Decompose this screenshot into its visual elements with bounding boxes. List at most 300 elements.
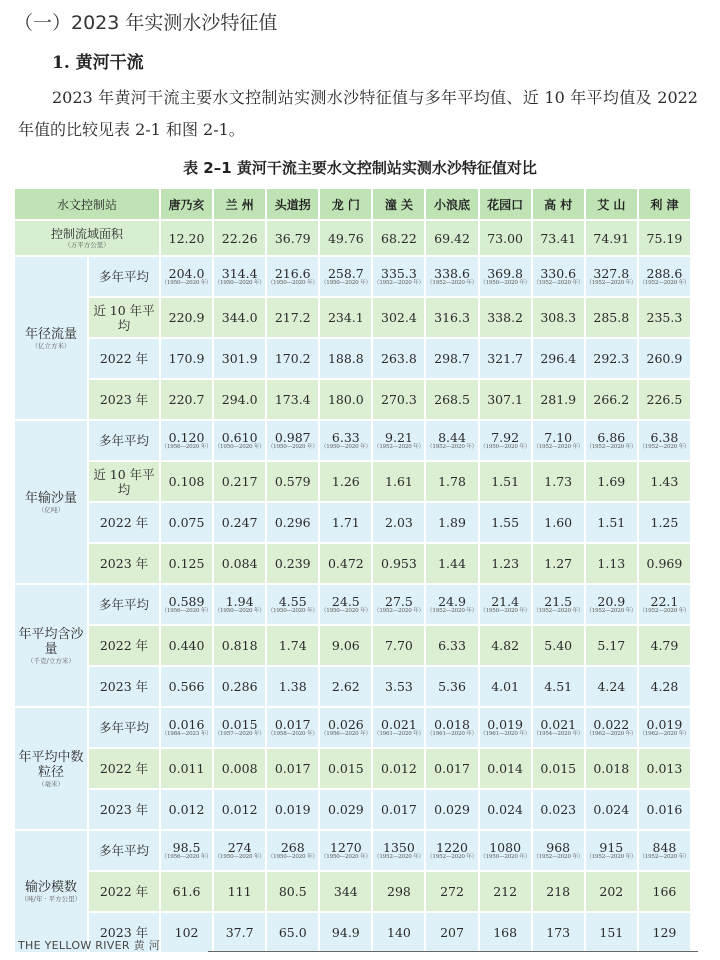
footer-text: THE YELLOW RIVER 黄 河 <box>18 939 161 952</box>
cell-value: 0.017 <box>274 716 311 732</box>
cell-range: （1950—2020 年） <box>480 279 531 286</box>
table-cell <box>426 462 477 501</box>
cell-value: 129 <box>652 925 677 940</box>
area-value: 68.22 <box>373 221 424 255</box>
cell-range: （1950—2020 年） <box>267 279 318 286</box>
cell-value: 1.73 <box>544 474 573 489</box>
table-cell <box>161 749 212 788</box>
cell-value: 151 <box>599 925 624 940</box>
table-cell <box>320 421 371 460</box>
table-cell <box>586 298 637 337</box>
table-caption: 表 2–1 黄河干流主要水文控制站实测水沙特征值对比 <box>183 159 537 177</box>
cell-value: 1.89 <box>438 515 466 530</box>
cell-value: 268.5 <box>434 392 470 407</box>
table-cell <box>320 913 371 952</box>
cell-range: （1952—2020 年） <box>427 607 478 614</box>
cell-value: 0.022 <box>593 716 630 732</box>
cell-value: 0.610 <box>221 429 258 445</box>
cell-value: 0.247 <box>221 515 258 530</box>
table-cell <box>639 421 690 460</box>
table-cell <box>533 872 584 911</box>
area-label-text: 控制流域面积 <box>51 226 124 241</box>
table-cell <box>426 872 477 911</box>
cell-range: （1952—2020 年） <box>586 443 637 450</box>
cell-value: 263.8 <box>381 351 417 366</box>
table-row <box>15 503 690 542</box>
table-cell <box>426 421 477 460</box>
table-cell <box>373 462 424 501</box>
table-cell <box>586 544 637 583</box>
table-cell <box>373 421 424 460</box>
table-row <box>15 667 690 706</box>
cell-value: 220.7 <box>168 392 205 407</box>
table-cell <box>267 339 318 378</box>
cell-value: 0.026 <box>327 716 364 732</box>
row-label: 2022 年 <box>89 872 159 911</box>
table-cell <box>320 462 371 501</box>
table-cell <box>480 585 531 624</box>
table-cell <box>426 790 477 829</box>
cell-value: 294.0 <box>221 392 258 407</box>
cell-value: 1.51 <box>491 474 520 489</box>
table-cell <box>214 585 265 624</box>
table-cell <box>161 298 212 337</box>
group-label-text: 年输沙量 <box>24 490 77 506</box>
cell-value: 5.17 <box>597 638 626 653</box>
table-cell <box>533 380 584 419</box>
cell-range: （1950—2020 年） <box>214 853 265 860</box>
cell-value: 207 <box>440 925 464 940</box>
cell-value: 173 <box>546 925 571 940</box>
group-unit: （亿吨） <box>38 505 64 514</box>
cell-range: （1952—2020 年） <box>586 279 637 286</box>
header-station: 艾 山 <box>586 189 637 219</box>
table-row <box>15 462 690 501</box>
cell-value: 170.2 <box>274 351 311 366</box>
table-cell <box>373 708 424 747</box>
cell-value: 0.987 <box>274 429 311 445</box>
cell-value: 0.016 <box>168 716 205 732</box>
cell-value: 0.472 <box>327 556 364 571</box>
area-value: 22.26 <box>214 221 265 255</box>
cell-value: 0.024 <box>593 802 630 817</box>
table-cell <box>639 585 690 624</box>
table-cell <box>320 831 371 870</box>
table-cell <box>267 462 318 501</box>
cell-value: 1.94 <box>225 593 254 609</box>
cell-value: 168 <box>493 925 518 940</box>
table-cell <box>586 380 637 419</box>
cell-range: （1952—2020 年） <box>373 607 424 614</box>
cell-value: 21.5 <box>544 593 573 609</box>
cell-value: 327.8 <box>593 265 630 281</box>
cell-value: 0.023 <box>540 802 577 817</box>
cell-range: （1952—2020 年） <box>533 279 584 286</box>
table-cell <box>426 339 477 378</box>
cell-value: 1.27 <box>544 556 573 571</box>
table-cell <box>533 667 584 706</box>
table-cell <box>214 503 265 542</box>
cell-range: （1950—2020 年） <box>161 279 212 286</box>
table-cell <box>639 708 690 747</box>
table-cell <box>214 462 265 501</box>
table-cell <box>320 298 371 337</box>
table-cell <box>267 257 318 296</box>
cell-value: 321.7 <box>487 351 524 366</box>
header-station: 利 津 <box>639 189 690 219</box>
cell-value: 140 <box>387 925 411 940</box>
table-cell <box>373 298 424 337</box>
cell-value: 6.38 <box>650 429 679 445</box>
cell-value: 0.021 <box>381 716 417 732</box>
group-label-text: 年平均含沙量 <box>18 626 84 657</box>
table-cell <box>161 913 212 952</box>
cell-range: （1950—2020 年） <box>480 853 531 860</box>
table-cell <box>161 872 212 911</box>
table-cell <box>586 421 637 460</box>
cell-value: 4.01 <box>491 679 520 694</box>
cell-value: 4.82 <box>491 638 520 653</box>
table-cell <box>480 380 531 419</box>
cell-value: 0.011 <box>168 761 205 776</box>
group-label <box>15 708 87 829</box>
table-cell <box>639 749 690 788</box>
cell-value: 0.014 <box>487 761 524 776</box>
cell-range: （1962—2020 年） <box>586 730 637 737</box>
cell-value: 20.9 <box>597 593 626 609</box>
table-cell <box>480 749 531 788</box>
table-cell <box>586 831 637 870</box>
table-cell <box>373 380 424 419</box>
cell-value: 216.6 <box>274 265 311 281</box>
table-cell <box>214 298 265 337</box>
table-cell <box>373 749 424 788</box>
area-value: 73.00 <box>480 221 531 255</box>
table-cell <box>267 831 318 870</box>
table-cell <box>320 790 371 829</box>
cell-value: 268 <box>280 839 305 855</box>
table-cell <box>320 872 371 911</box>
cell-value: 5.40 <box>544 638 573 653</box>
cell-value: 173.4 <box>274 392 311 407</box>
table-cell <box>214 380 265 419</box>
table-cell <box>480 503 531 542</box>
table-cell <box>161 462 212 501</box>
header-station: 小浪底 <box>426 189 477 219</box>
row-label: 2023 年 <box>89 380 159 419</box>
cell-value: 5.36 <box>438 679 466 694</box>
table-cell <box>161 257 212 296</box>
area-unit: （万平方公里） <box>64 240 110 249</box>
cell-range: （1952—2020 年） <box>639 279 690 286</box>
table-cell <box>480 913 531 952</box>
cell-range: （1952—2020 年） <box>533 443 584 450</box>
table-cell <box>214 257 265 296</box>
cell-value: 65.0 <box>278 925 307 940</box>
cell-value: 1.23 <box>491 556 520 571</box>
section-title: （一）2023 年实测水沙特征值 <box>14 12 278 34</box>
table-cell <box>161 544 212 583</box>
table-cell <box>214 790 265 829</box>
table-cell <box>214 749 265 788</box>
cell-value: 0.084 <box>221 556 258 571</box>
cell-value: 0.120 <box>168 429 205 445</box>
cell-value: 968 <box>546 839 571 855</box>
cell-value: 202 <box>599 884 624 899</box>
cell-range: （1950—2020 年） <box>267 607 318 614</box>
cell-value: 915 <box>599 839 624 855</box>
cell-value: 4.55 <box>278 593 307 609</box>
cell-range: （1952—2020 年） <box>373 853 424 860</box>
table-cell <box>586 790 637 829</box>
cell-value: 0.019 <box>274 802 311 817</box>
header-station: 潼 关 <box>373 189 424 219</box>
table-cell <box>533 749 584 788</box>
group-label-text: 输沙模数 <box>24 880 77 895</box>
table-cell <box>533 298 584 337</box>
cell-value: 0.953 <box>381 556 417 571</box>
cell-value: 272 <box>440 884 464 899</box>
cell-value: 1.61 <box>385 474 413 489</box>
table-cell <box>639 831 690 870</box>
table-row <box>15 708 690 747</box>
group-label-text: 年径流量 <box>24 326 77 342</box>
table-cell <box>320 503 371 542</box>
cell-value: 0.015 <box>540 761 577 776</box>
cell-range: （1950—2020 年） <box>320 853 371 860</box>
cell-value: 285.8 <box>593 310 630 325</box>
table-cell <box>586 872 637 911</box>
table-cell <box>267 708 318 747</box>
cell-value: 1.71 <box>331 515 360 530</box>
cell-range: （1957—2020 年） <box>214 730 265 737</box>
cell-value: 369.8 <box>487 265 524 281</box>
header-station: 头道拐 <box>267 189 318 219</box>
table-row <box>15 380 690 419</box>
cell-range: （1952—2020 年） <box>427 443 478 450</box>
table-cell <box>267 913 318 952</box>
table-cell <box>533 257 584 296</box>
table-cell <box>161 503 212 542</box>
table-cell <box>320 708 371 747</box>
cell-value: 0.217 <box>221 474 258 489</box>
cell-range: （1952—2020 年） <box>586 607 637 614</box>
table-cell <box>267 298 318 337</box>
header-station-label: 水文控制站 <box>15 189 159 219</box>
header-station: 高 村 <box>533 189 584 219</box>
table-cell <box>480 421 531 460</box>
table-cell <box>373 790 424 829</box>
cell-value: 0.440 <box>168 638 205 653</box>
table-row <box>15 626 690 665</box>
table-cell <box>533 421 584 460</box>
table-cell <box>267 667 318 706</box>
table-cell <box>426 749 477 788</box>
table-cell <box>426 298 477 337</box>
table-cell <box>586 708 637 747</box>
table-cell <box>214 626 265 665</box>
table-cell <box>161 339 212 378</box>
table-row <box>15 790 690 829</box>
table-cell <box>426 708 477 747</box>
cell-value: 1.43 <box>650 474 679 489</box>
cell-value: 281.9 <box>540 392 577 407</box>
table-cell <box>214 667 265 706</box>
table-cell <box>426 626 477 665</box>
row-label: 多年平均 <box>89 708 159 747</box>
cell-value: 0.024 <box>487 802 524 817</box>
table-cell <box>426 503 477 542</box>
table-cell <box>480 298 531 337</box>
table-cell <box>426 257 477 296</box>
table-cell <box>639 298 690 337</box>
table-cell <box>586 503 637 542</box>
table-cell <box>639 503 690 542</box>
table-cell <box>533 708 584 747</box>
area-value: 74.91 <box>586 221 637 255</box>
table-cell <box>320 257 371 296</box>
cell-value: 1.38 <box>278 679 307 694</box>
cell-value: 1.78 <box>438 474 466 489</box>
cell-value: 226.5 <box>646 392 683 407</box>
cell-value: 0.075 <box>168 515 205 530</box>
table-cell <box>480 257 531 296</box>
cell-value: 218 <box>546 884 571 899</box>
cell-value: 0.969 <box>646 556 683 571</box>
cell-value: 94.9 <box>331 925 360 940</box>
row-label: 近 10 年平均 <box>89 298 159 337</box>
cell-value: 180.0 <box>327 392 364 407</box>
table-cell <box>480 462 531 501</box>
area-label <box>15 221 159 255</box>
table-cell <box>426 831 477 870</box>
area-value: 12.20 <box>161 221 212 255</box>
cell-value: 0.017 <box>381 802 417 817</box>
cell-value: 4.28 <box>650 679 679 694</box>
cell-value: 0.286 <box>221 679 258 694</box>
table-cell <box>161 790 212 829</box>
table-cell <box>586 339 637 378</box>
cell-range: （1952—2020 年） <box>639 443 690 450</box>
group-unit: （毫米） <box>38 779 64 788</box>
cell-value: 1270 <box>329 839 362 855</box>
table-cell <box>533 544 584 583</box>
area-value: 69.42 <box>426 221 477 255</box>
table-cell <box>373 831 424 870</box>
table-cell <box>373 257 424 296</box>
table-cell <box>373 667 424 706</box>
table-cell <box>320 380 371 419</box>
cell-value: 1.44 <box>438 556 466 571</box>
sub-title: 1. 黄河干流 <box>52 53 144 73</box>
table-cell <box>586 626 637 665</box>
cell-value: 338.2 <box>487 310 524 325</box>
cell-value: 204.0 <box>168 265 205 281</box>
cell-value: 344 <box>333 884 358 899</box>
table-cell <box>320 626 371 665</box>
cell-value: 330.6 <box>540 265 577 281</box>
cell-range: （1950—2020 年） <box>320 443 371 450</box>
table-cell <box>267 749 318 788</box>
row-label: 2023 年 <box>89 913 159 952</box>
table-cell <box>533 913 584 952</box>
table-cell <box>586 585 637 624</box>
table-cell <box>480 544 531 583</box>
cell-value: 22.1 <box>650 593 679 609</box>
table-cell <box>267 503 318 542</box>
cell-range: （1958—2020 年） <box>267 730 318 737</box>
table-cell <box>639 913 690 952</box>
cell-value: 344.0 <box>221 310 258 325</box>
row-label: 2022 年 <box>89 626 159 665</box>
table-cell <box>373 544 424 583</box>
cell-range: （1950—2020 年） <box>267 853 318 860</box>
table-header-row <box>15 189 690 219</box>
table-cell <box>586 667 637 706</box>
cell-value: 258.7 <box>327 265 364 281</box>
table-cell <box>214 708 265 747</box>
header-station: 兰 州 <box>214 189 265 219</box>
row-label: 2022 年 <box>89 339 159 378</box>
table-cell <box>480 790 531 829</box>
table-cell <box>373 339 424 378</box>
cell-value: 0.108 <box>168 474 205 489</box>
table-cell <box>639 872 690 911</box>
table-cell <box>214 831 265 870</box>
cell-range: （1950—2020 年） <box>214 279 265 286</box>
table-cell <box>639 462 690 501</box>
cell-value: 1.69 <box>597 474 626 489</box>
row-label: 多年平均 <box>89 257 159 296</box>
table-cell <box>480 667 531 706</box>
cell-value: 166 <box>652 884 677 899</box>
cell-value: 1350 <box>383 839 415 855</box>
table-cell <box>586 913 637 952</box>
cell-value: 98.5 <box>172 839 201 855</box>
table-cell <box>480 626 531 665</box>
cell-range: （1956—2020 年） <box>161 607 212 614</box>
table-row <box>15 421 690 460</box>
row-label: 2023 年 <box>89 790 159 829</box>
table-cell <box>320 339 371 378</box>
row-label: 多年平均 <box>89 421 159 460</box>
cell-value: 314.4 <box>221 265 258 281</box>
group-unit: （千克/立方米） <box>27 656 75 665</box>
cell-value: 8.44 <box>438 429 466 445</box>
cell-value: 24.9 <box>438 593 466 609</box>
cell-value: 307.1 <box>487 392 524 407</box>
table-cell <box>639 339 690 378</box>
cell-range: （1954—2020 年） <box>533 730 584 737</box>
table-cell <box>586 749 637 788</box>
table-cell <box>533 831 584 870</box>
table-cell <box>373 503 424 542</box>
table-cell <box>320 585 371 624</box>
table-cell <box>267 872 318 911</box>
row-label: 2022 年 <box>89 749 159 788</box>
table-cell <box>426 667 477 706</box>
cell-range: （1956—2020 年） <box>161 443 212 450</box>
header-station: 花园口 <box>480 189 531 219</box>
table-cell <box>533 339 584 378</box>
row-label: 多年平均 <box>89 831 159 870</box>
table-cell <box>214 544 265 583</box>
cell-value: 0.239 <box>274 556 311 571</box>
table-cell <box>161 708 212 747</box>
cell-value: 0.012 <box>168 802 205 817</box>
cell-range: （1950—2020 年） <box>320 279 371 286</box>
cell-value: 316.3 <box>434 310 470 325</box>
